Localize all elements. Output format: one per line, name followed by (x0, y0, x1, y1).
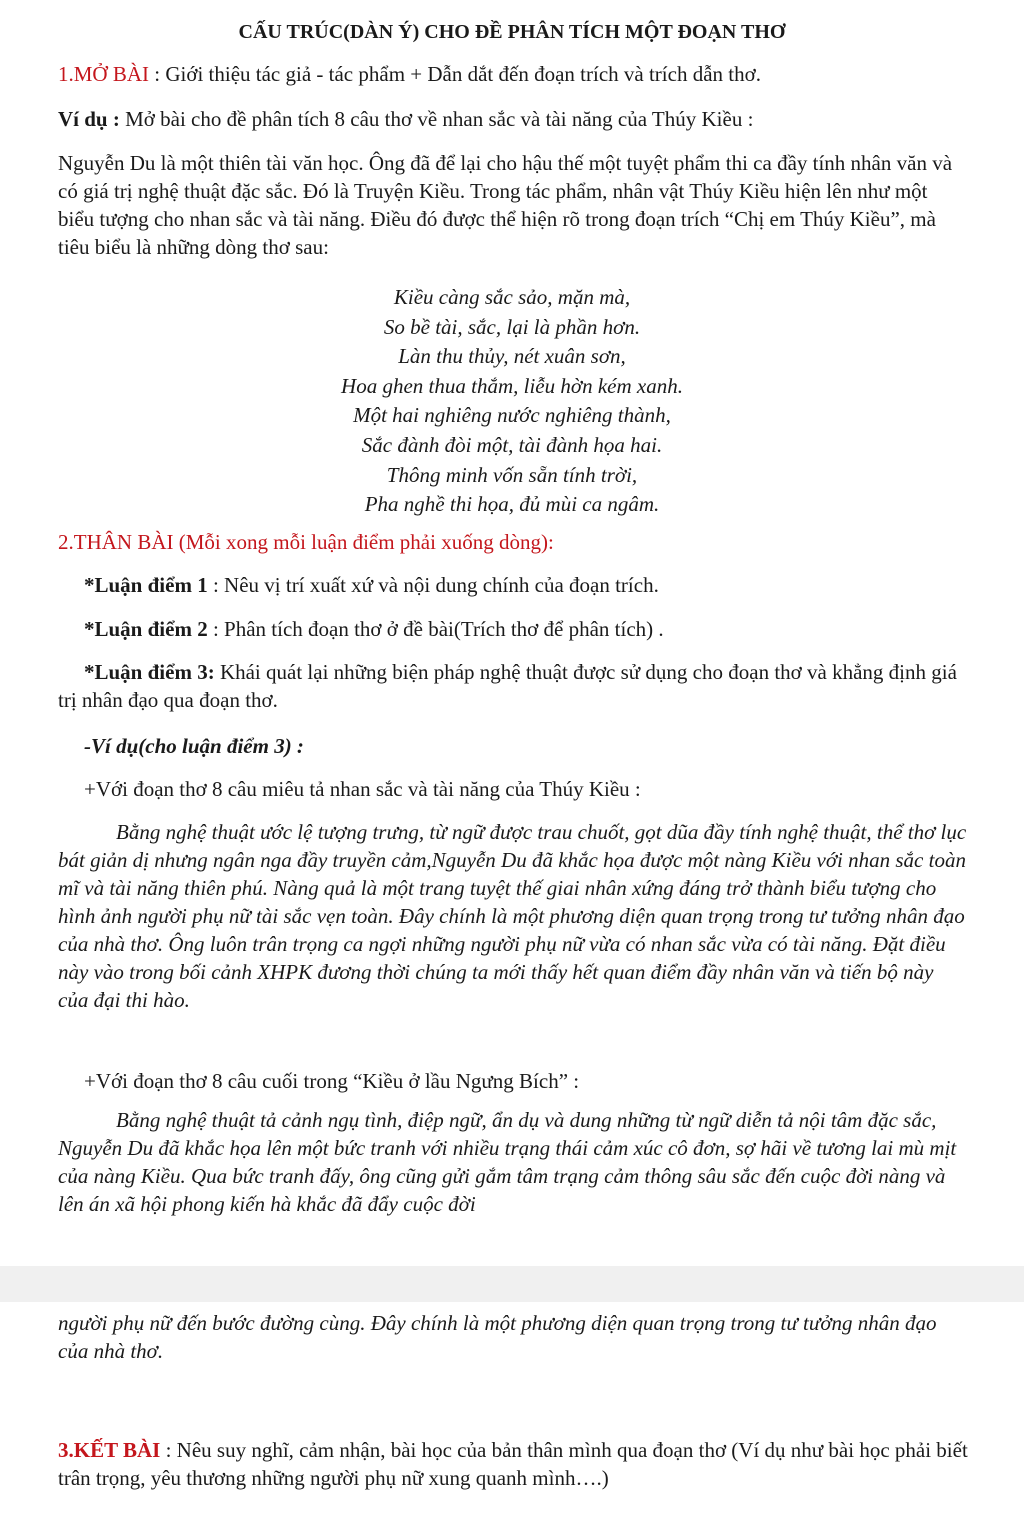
poem-line: Làn thu thủy, nét xuân sơn, (398, 344, 626, 369)
poem-line: Kiều càng sắc sảo, mặn mà, (393, 285, 631, 309)
point-1-text: : Nêu vị trí xuất xứ và nội dung chính của đoạn trích. (207, 573, 659, 597)
point-2 (84, 615, 994, 643)
poem-line: So bề tài, sắc, lại là phần hơn. (383, 314, 641, 339)
point-3 (58, 658, 968, 714)
intro-heading: 1.MỞ BÀI (58, 62, 150, 86)
intro-example-line (58, 105, 968, 133)
point-2-text: : Phân tích đoạn thơ ở đề bài(Trích thơ để phân tích) . (207, 617, 664, 641)
body-heading: 2.THÂN BÀI (Mỗi xong mỗi luận điểm phải xuống dòng): (58, 530, 554, 554)
intro-example-rest: Mở bài cho đề phân tích 8 câu thơ về nhan sắc và tài năng của Thúy Kiều : (119, 107, 754, 131)
poem-line: Sắc đành đòi một, tài đành họa hai. (361, 432, 663, 457)
point-3-text: Khái quát lại những biện pháp nghệ thuật được sử dụng cho đoạn thơ và khẳng định giá trị nhân đạo qua đoạn thơ. (58, 660, 957, 712)
page-title: CẤU TRÚC(DÀN Ý) CHO ĐỀ PHÂN TÍCH MỘT ĐOẠN THƠ (238, 21, 786, 43)
poem-line: Một hai nghiêng nước nghiêng thành, (353, 403, 671, 428)
case-1-text: Bằng nghệ thuật ước lệ tượng trưng, từ ngữ được trau chuốt, gọt dũa đầy tính nghệ thuật, thể thơ lục bát giản dị nhưng ngân nga đầy truyền cảm,Nguyễn Du đã khắc họa được một nàng Kiều với nhan sắc toàn mĩ và tài năng thiên phú. Nàng quả là một trang tuyệt thế giai nhân xứng đáng trở thành biểu tượng cho hình ảnh người phụ nữ tài sắc vẹn toàn. Đây chính là một phương diện quan trọng trong tư tưởng nhân đạo của nhà thơ. Ông luôn trân trọng ca ngợi những người phụ nữ vừa có nhan sắc vừa có tài năng. Đặt điều này vào trong bối cảnh XHPK đương thời chúng ta mới thấy hết quan điểm đầy nhân văn và tiến bộ này của đại thi hào. (58, 820, 967, 1012)
poem-block (0, 283, 1024, 520)
conclusion (58, 1436, 968, 1492)
poem-line: Pha nghề thi họa, đủ mùi ca ngâm. (364, 492, 660, 517)
intro-heading-rest: : Giới thiệu tác giả - tác phẩm + Dẫn dắt đến đoạn trích và trích dẫn thơ. (149, 62, 761, 86)
point-3-label: *Luận điểm 3: (84, 660, 215, 684)
example-heading: -Ví dụ(cho luận điểm 3) : (84, 734, 304, 758)
poem-line: Hoa ghen thua thắm, liễu hờn kém xanh. (341, 373, 683, 398)
case-2-text-continued: người phụ nữ đến bước đường cùng. Đây chính là một phương diện quan trọng trong tư tưởng nhân đạo của nhà thơ. (58, 1311, 937, 1363)
point-1-label: *Luận điểm 1 (84, 573, 208, 597)
point-2-label: *Luận điểm 2 (84, 617, 208, 641)
intro-paragraph: Nguyễn Du là một thiên tài văn học. Ông đã để lại cho hậu thế một tuyệt phẩm thi ca đầy tính nhân văn và có giá trị nghệ thuật đặc sắc. Đó là Truyện Kiều. Trong tác phẩm, nhân vật Thúy Kiều hiện lên như một biểu tượng cho nhan sắc và tài năng. Điều đó được thể hiện rõ trong đoạn trích “Chị em Thúy Kiều”, mà tiêu biểu là những dòng thơ sau: (58, 151, 953, 259)
point-1 (84, 571, 994, 599)
poem-line: Thông minh vốn sẵn tính trời, (386, 462, 638, 487)
case-2-heading: +Với đoạn thơ 8 câu cuối trong “Kiều ở lầu Ngưng Bích” : (84, 1069, 580, 1093)
intro-heading-line (58, 60, 968, 88)
conclusion-heading: 3.KẾT BÀI (58, 1438, 161, 1462)
case-2-text: Bằng nghệ thuật tả cảnh ngụ tình, điệp ngữ, ẩn dụ và dung những từ ngữ diễn tả nội tâm đặc sắc, Nguyễn Du đã khắc họa lên một bức tranh với nhiều trạng thái cảm xúc cô đơn, sợ hãi về tương lai mù mịt của nàng Kiều. Qua bức tranh đấy, ông cũng gửi gắm tâm trạng cảm thông sâu sắc đến cuộc đời nàng và lên án xã hội phong kiến hà khắc đã đẩy cuộc đời (58, 1108, 957, 1216)
page-break (0, 1266, 1024, 1302)
conclusion-text: : Nêu suy nghĩ, cảm nhận, bài học của bản thân mình qua đoạn thơ (Ví dụ như bài học phải biết trân trọng, yêu thương những người phụ nữ xung quanh mình….) (58, 1438, 968, 1490)
intro-example-label: Ví dụ : (58, 107, 120, 131)
case-1-heading: +Với đoạn thơ 8 câu miêu tả nhan sắc và tài năng của Thúy Kiều : (84, 777, 641, 801)
